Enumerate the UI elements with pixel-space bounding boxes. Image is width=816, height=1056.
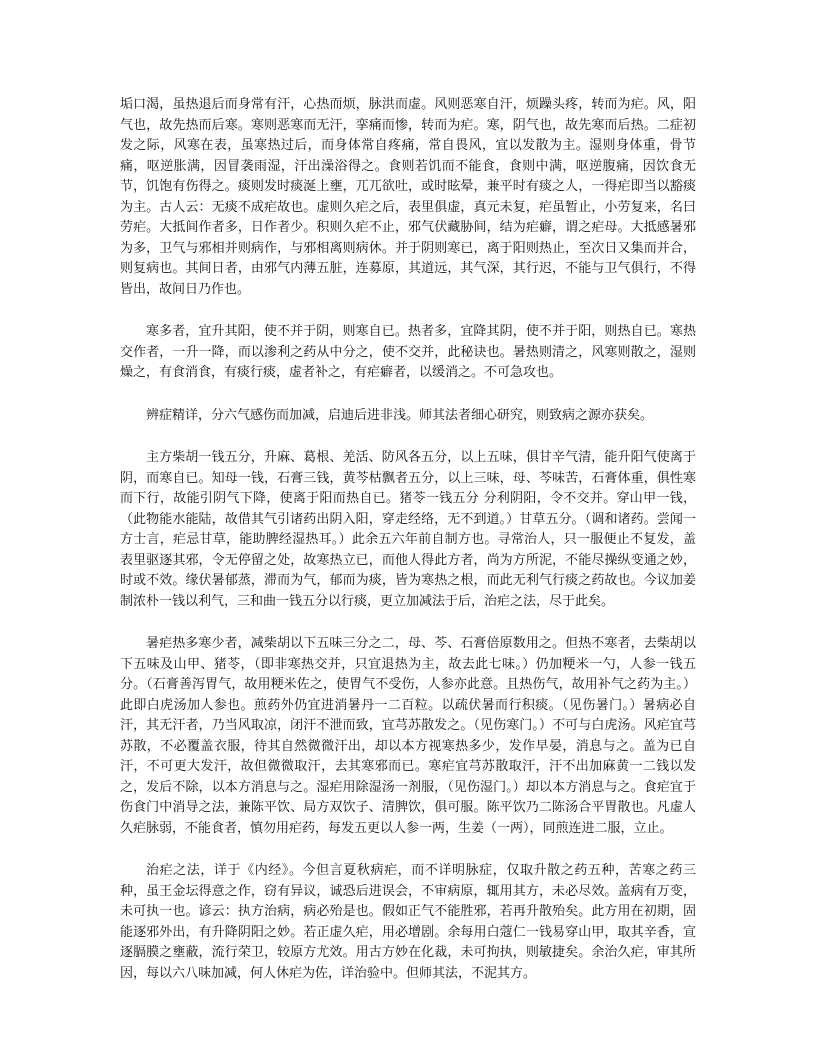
paragraph-6: 治疟之法，详于《内经》。今但言夏秋病疟，而不详明脉症，仅取升散之药五种，苦寒之药三种，虽王金坛得意之作，窃有异议，诚恐后进误会，不审病原，辄用其方，未必尽效。盖病有万变，未可执一也。谚云：执方治病，病必殆是也。假如正气不能胜邪，若再升散殆矣。此方用在初期，固能逐邪外出，有升降阴阳之妙。若正虚久疟，用必增剧。余每用白蔻仁一钱易穿山甲，取其辛香，宣逐膈膜之壅蔽，流行荣卫，较原方尤效。用古方妙在化裁，未可拘执，则敏捷矣。余治久疟，审其所因，每以六八味加减，何人休疟为佐，详治验中。但师其法，不泥其方。: [120, 863, 696, 981]
paragraph-5: 暑疟热多寒少者，减柴胡以下五味三分之二，母、芩、石膏倍原数用之。但热不寒者，去柴胡以下五味及山甲、猪苓，（即非寒热交并，只宜退热为主，故去此七味。）仍加粳米一勺，人参一钱五分。（石膏善泻胃气，故用粳米佐之，使胃气不受伤，人参亦此意。且热伤气，故用补气之药为主。）此即白虎汤加人参也。煎药外仍宜进消暑丹一二百粒。以疏伏暑而行积痰。（见伤暑门。）暑病必自汗，其无汗者，乃当风取凉，闭汗不泄而致，宜芎苏散发之。（见伤寒门。）不可与白虎汤。风疟宜芎苏散，不必覆盖衣服，待其自然微微汗出，却以本方视寒热多少，发作早晏，消息与之。盖为已自汗，不可更大发汗，故但微微取汗，去其寒邪而已。寒疟宜芎苏散取汗，汗不出加麻黄一二钱以发之，发后不除，以本方消息与之。湿疟用除湿汤一剂服，（见伤湿门。）却以本方消息与之。食疟宜于伤食门中消导之法，兼陈平饮、局方双饮子、清脾饮，俱可服。陈平饮乃二陈汤合平胃散也。凡虚人久疟脉弱，不能食者，慎勿用疟药，每发五更以人参一两，生姜（一两），同煎连进二服，立止。: [120, 636, 696, 836]
document-page: [120, 95, 696, 1006]
paragraph-4: 主方柴胡一钱五分，升麻、葛根、羌活、防风各五分，以上五味，俱甘辛气清，能升阳气使离于阴，而寒自已。知母一钱，石膏三钱，黄芩枯飘者五分，以上三味，母、芩味苦，石膏体重，俱性寒而下行，故能引阴气下降，使离于阳而热自已。猪苓一钱五分 分利阴阳，令不交并。穿山甲一钱，（此物能水能陆，故借其气引诸药出阴入阳，穿走经络，无不到道。）甘草五分。（调和诸药。尝闻一方士言，疟忌甘草，能助脾经湿热耳。）此余五六年前自制方也。寻常治人，只一服便止不复发，盖表里驱逐其邪，令无停留之处，故寒热立已，而他人得此方者，尚为方所泥，不能尽操纵变通之妙，时或不效。缘伏暑郁蒸，滞而为气，郁而为痰，皆为寒热之根，而此无利气行痰之药故也。今议加姜制浓朴一钱以利气，三和曲一钱五分以行痰，更立加减法于后，治疟之法，尽于此矣。: [120, 450, 696, 609]
paragraph-2: 寒多者，宜升其阳，使不并于阴，则寒自已。热者多，宜降其阴，使不并于阳，则热自已。寒热交作者，一升一降，而以渗利之药从中分之，使不交并，此秘诀也。暑热则清之，风寒则散之，湿则燥之，有食消食，有痰行痰，虚者补之，有疟癖者，以缓消之。不可急攻也。: [120, 324, 696, 380]
paragraph-3: 辨症精详，分六气感伤而加减，启迪后进非浅。师其法者细心研究，则致病之源亦获矣。: [146, 407, 654, 423]
paragraph-1: 垢口渴，虽热退后而身常有汗，心热而烦，脉洪而虚。风则恶寒自汗，烦躁头疼，转而为疟。风，阳气也，故先热而后寒。寒则恶寒而无汗，挛痛而惨，转而为疟。寒，阴气也，故先寒而后热。二症初发之际，风寒在表，虽寒热过后，而身体常自疼痛，常自畏风，宜以发散为主。湿则身体重，骨节痛，呕逆胀满，因冒袭雨湿，汗出澡浴得之。食则若饥而不能食，食则中满，呕逆腹痛，因饮食无节，饥饱有伤得之。痰则发时痰涎上壅，兀兀欲吐，或时眩晕，兼平时有痰之人，一得疟即当以豁痰为主。古人云：无痰不成疟故也。虚则久疟之后，表里俱虚，真元未复，疟虽暂止，小劳复来，名曰劳疟。大抵间作者多，日作者少。积则久疟不止，邪气伏藏胁间，结为疟癖，谓之疟母。大抵感暑邪为多，卫气与邪相并则病作，与邪相离则病休。并于阴则寒已，离于阳则热止，至次日又集而并合，则复病也。其间日者，由邪气内薄五脏，连募原，其道远，其气深，其行迟，不能与卫气俱行，不得皆出，故间日乃作也。: [120, 97, 696, 297]
